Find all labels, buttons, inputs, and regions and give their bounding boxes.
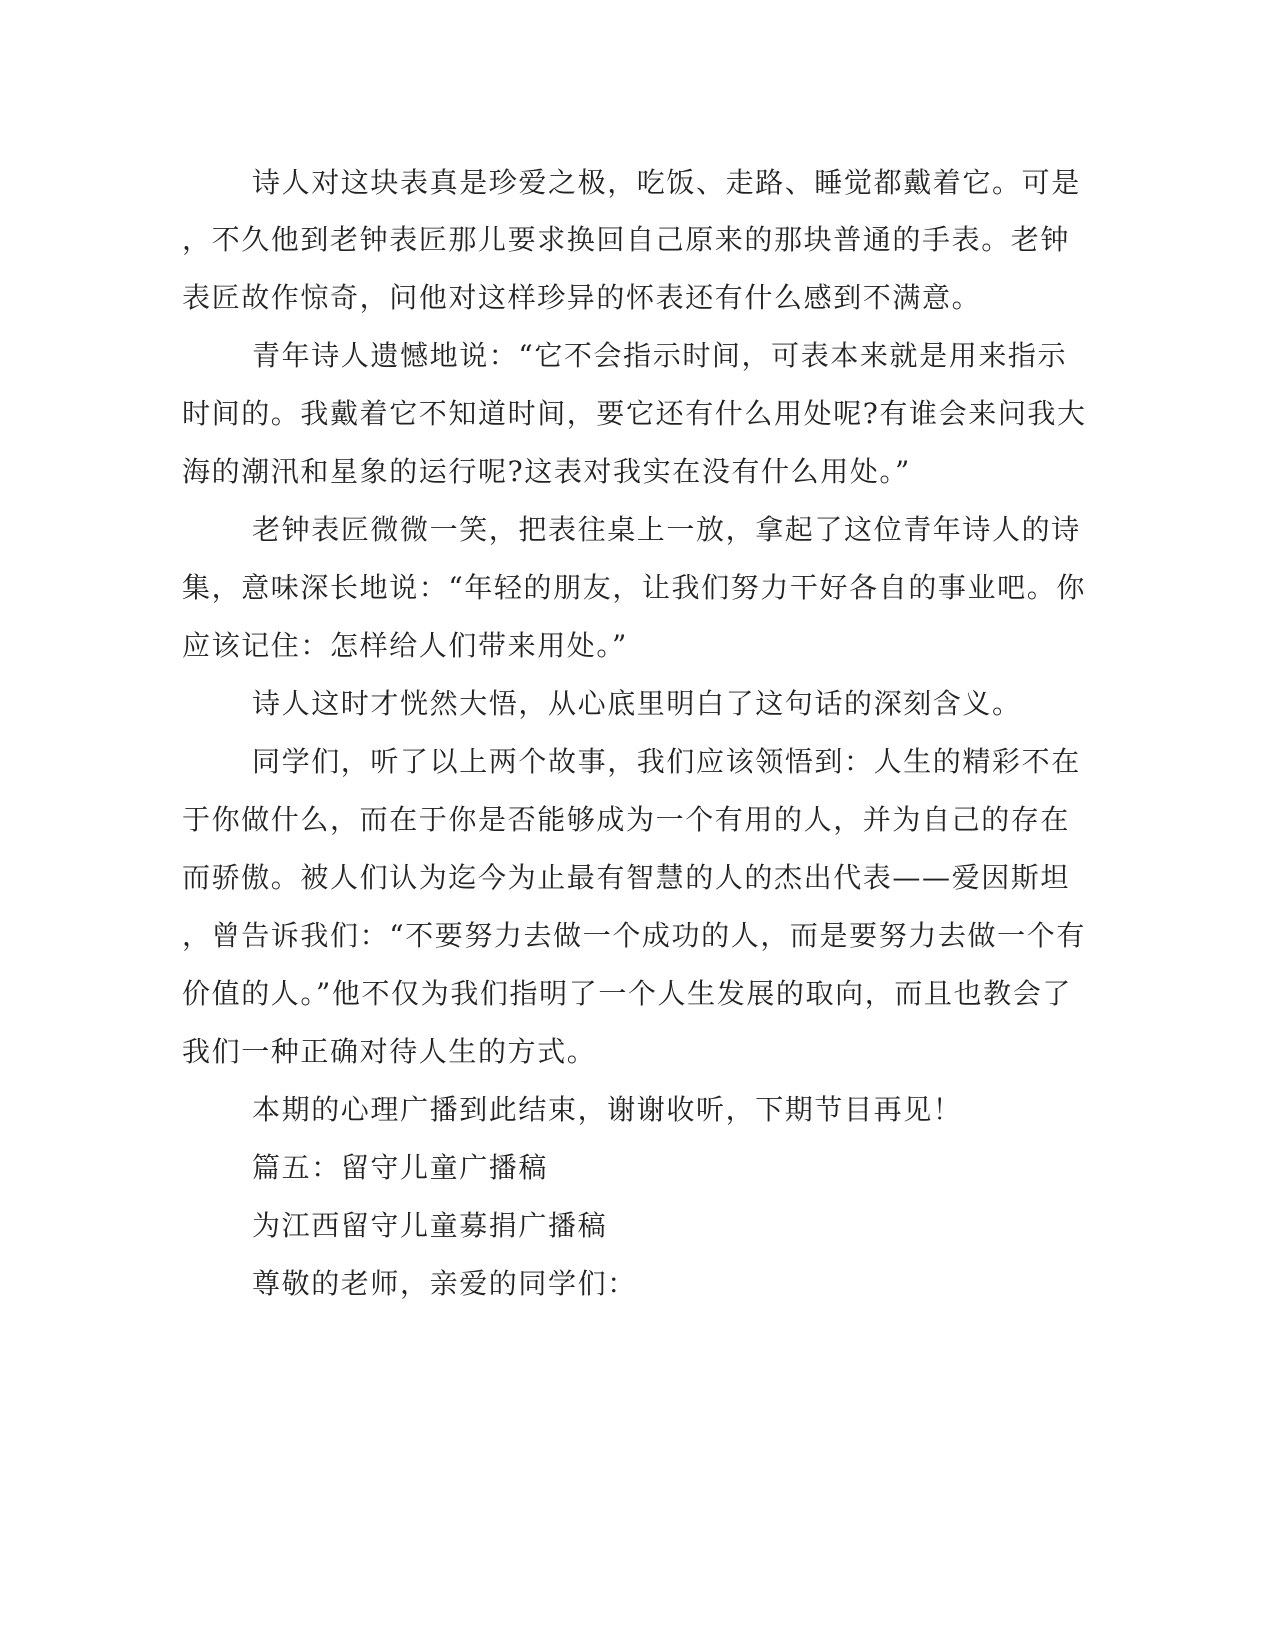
section-heading: 篇五：留守儿童广播稿 [252, 1151, 549, 1184]
text-line: 而骄傲。被人们认为迄今为止最有智慧的人的杰出代表——爱因斯坦 [182, 861, 1071, 894]
text-line: 集，意味深长地说：“年轻的朋友，让我们努力干好各自的事业吧。你 [182, 571, 1086, 604]
text-line: ，曾告诉我们：“不要努力去做一个成功的人，而是要努力去做一个有 [182, 919, 1086, 952]
text-line: 同学们，听了以上两个故事，我们应该领悟到：人生的精彩不在 [252, 745, 1081, 778]
text-line: 本期的心理广播到此结束，谢谢收听，下期节目再见！ [252, 1093, 963, 1126]
text-line: 时间的。我戴着它不知道时间，要它还有什么用处呢?有谁会来问我大 [182, 397, 1087, 430]
text-line: 诗人对这块表真是珍爱之极，吃饭、走路、睡觉都戴着它。可是 [252, 166, 1081, 199]
text-line: 海的潮汛和星象的运行呢?这表对我实在没有什么用处。” [182, 455, 911, 488]
text-line: ，不久他到老钟表匠那儿要求换回自己原来的那块普通的手表。老钟 [182, 223, 1071, 256]
text-line: 老钟表匠微微一笑，把表往桌上一放，拿起了这位青年诗人的诗 [252, 513, 1081, 546]
text-line: 青年诗人遗憾地说：“它不会指示时间，可表本来就是用来指示 [252, 339, 1068, 372]
text-line: 价值的人。”他不仅为我们指明了一个人生发展的取向，而且也教会了 [182, 977, 1072, 1010]
text-line: 诗人这时才恍然大悟，从心底里明白了这句话的深刻含义。 [252, 687, 1022, 720]
section-subtitle: 为江西留守儿童募捐广播稿 [252, 1209, 608, 1242]
text-line: 我们一种正确对待人生的方式。 [182, 1035, 597, 1068]
text-line: 表匠故作惊奇，问他对这样珍异的怀表还有什么感到不满意。 [182, 281, 982, 314]
salutation: 尊敬的老师，亲爱的同学们： [252, 1267, 637, 1300]
text-line: 应该记住：怎样给人们带来用处。” [182, 629, 628, 662]
text-line: 于你做什么，而在于你是否能够成为一个有用的人，并为自己的存在 [182, 803, 1071, 836]
